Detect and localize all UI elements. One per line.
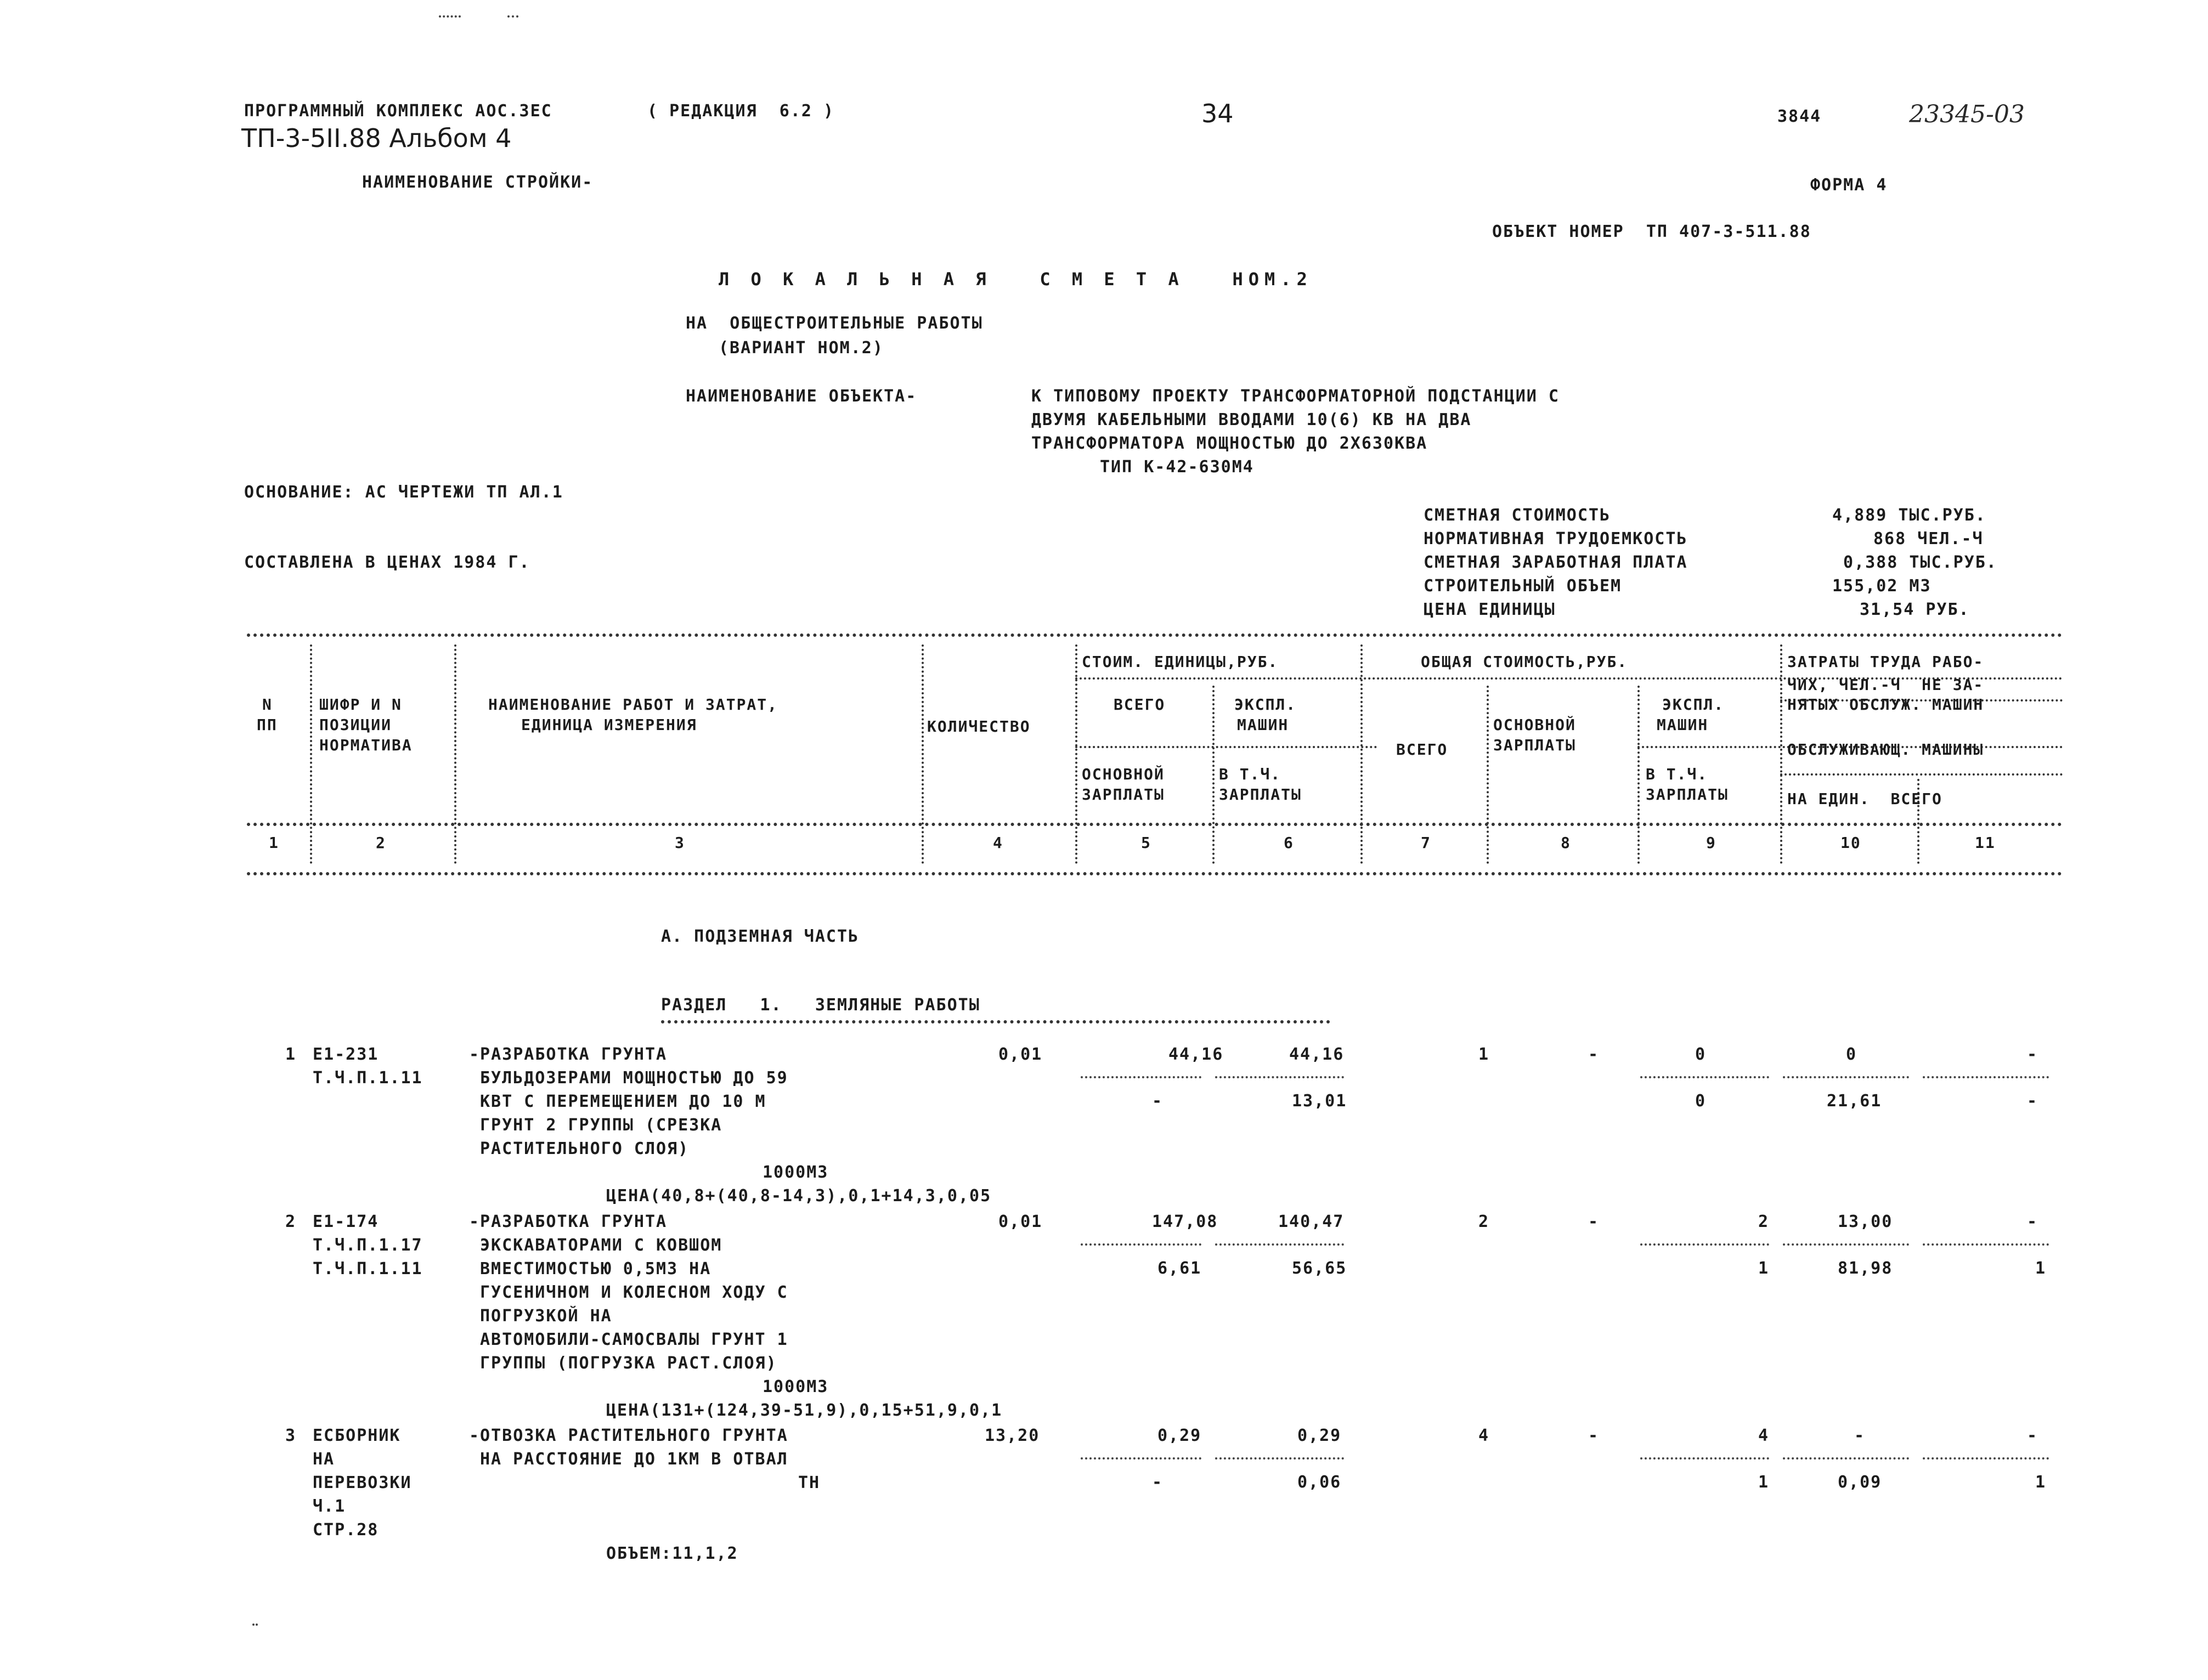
header-name: НАИМЕНОВАНИЕ РАБОТ И ЗАТРАТ,: [488, 695, 778, 714]
row-total-all: 4: [1478, 1426, 1490, 1445]
header-n: N: [262, 695, 273, 714]
row-labor-total: -: [2027, 1426, 2038, 1445]
header-code: ШИФР И N: [319, 695, 402, 714]
row-desc: РАСТИТЕЛЬНОГО СЛОЯ): [480, 1139, 690, 1158]
row-code: СТР.28: [313, 1520, 379, 1540]
estimate-variant: (ВАРИАНТ НОМ.2): [719, 338, 884, 358]
summary-value: 31,54 РУБ.: [1860, 600, 1970, 619]
column-rule: [1360, 644, 1363, 864]
row-labor-total: 1: [2035, 1473, 2047, 1492]
column-number: 1: [269, 834, 279, 852]
row-cost-total: 0,29: [1157, 1426, 1202, 1445]
handwritten-number: 23345-03: [1909, 100, 2025, 128]
row-total-exploit: 2: [1758, 1212, 1770, 1231]
row-rule: [1640, 1457, 1769, 1460]
row-desc: ГУСЕНИЧНОМ И КОЛЕСНОМ ХОДУ С: [480, 1283, 788, 1302]
table-bottom-rule: [247, 872, 2063, 875]
section-underline: [661, 1020, 1330, 1023]
row-labor-total: -: [2027, 1091, 2038, 1111]
row-rule: [1783, 1076, 1909, 1078]
header-qty: КОЛИЧЕСТВО: [927, 717, 1031, 736]
column-number: 5: [1141, 834, 1151, 852]
column-number: 3: [675, 834, 685, 852]
row-code: ЕСБОРНИК: [313, 1426, 401, 1445]
header-labor: НА ЕДИН. ВСЕГО: [1787, 790, 1942, 808]
page-number: 34: [1201, 99, 1234, 128]
row-cost-exploit: 0,29: [1297, 1426, 1342, 1445]
row-code: Т.Ч.П.1.11: [313, 1068, 423, 1088]
row-total-wage: -: [1588, 1426, 1600, 1445]
row-qty: 13,20: [985, 1426, 1040, 1445]
section-title: РАЗДЕЛ 1. ЗЕМЛЯНЫЕ РАБОТЫ: [661, 995, 980, 1015]
row-total-exploit-wage: 1: [1758, 1259, 1770, 1278]
subheader-rule: [1075, 746, 1377, 748]
header-total-exploit: ЗАРПЛАТЫ: [1646, 785, 1729, 804]
header-total-exploit: ЭКСПЛ.: [1662, 695, 1725, 714]
row-labor-unit: 13,00: [1838, 1212, 1893, 1231]
row-qty: 0,01: [998, 1045, 1043, 1064]
row-cost-exploit: 140,47: [1278, 1212, 1345, 1231]
summary-value: 868 ЧЕЛ.-Ч: [1873, 529, 1984, 548]
column-rule: [1637, 686, 1640, 864]
row-cost-wage2: 0,06: [1297, 1473, 1342, 1492]
row-number: 1: [285, 1045, 297, 1064]
scan-mark: [439, 15, 461, 18]
row-labor-total: -: [2027, 1212, 2038, 1231]
row-rule: [1923, 1243, 2049, 1246]
header-total-all: ВСЕГО: [1396, 740, 1448, 759]
object-label: НАИМЕНОВАНИЕ ОБЪЕКТА-: [686, 387, 917, 406]
row-rule: [1215, 1076, 1344, 1078]
row-desc: БУЛЬДОЗЕРАМИ МОЩНОСТЬЮ ДО 59: [480, 1068, 788, 1088]
header-cost-wage: ОСНОВНОЙ: [1082, 765, 1165, 783]
header-total-cost: ОБЩАЯ СТОИМОСТЬ,РУБ.: [1421, 653, 1628, 671]
header-cost-wage2: В Т.Ч.: [1219, 765, 1281, 783]
row-total-wage: -: [1588, 1045, 1600, 1064]
row-labor-unit: 81,98: [1838, 1259, 1893, 1278]
summary-label: СМЕТНАЯ СТОИМОСТЬ: [1424, 506, 1611, 525]
row-desc: ПОГРУЗКОЙ НА: [480, 1306, 612, 1326]
header-name: ЕДИНИЦА ИЗМЕРЕНИЯ: [521, 716, 697, 734]
column-rule: [1212, 686, 1215, 864]
row-code: ПЕРЕВОЗКИ: [313, 1473, 412, 1492]
row-desc: ГРУППЫ (ПОГРУЗКА РАСТ.СЛОЯ): [480, 1354, 777, 1373]
album-title: ТП-3-5II.88 Альбом 4: [241, 123, 512, 153]
header-total-wage: ОСНОВНОЙ: [1493, 716, 1576, 734]
doc-code: 3844: [1777, 107, 1822, 126]
header-total-wage: ЗАРПЛАТЫ: [1493, 736, 1576, 754]
scan-mark: [507, 15, 518, 18]
row-cost-wage2: 56,65: [1292, 1259, 1347, 1278]
row-code: Т.Ч.П.1.17: [313, 1236, 423, 1255]
row-price: ЦЕНА(131+(124,39-51,9),0,15+51,9,0,1: [606, 1401, 1003, 1420]
basis-label: ОСНОВАНИЕ: АС ЧЕРТЕЖИ ТП АЛ.1: [244, 483, 563, 502]
table-top-rule: [247, 633, 2063, 637]
row-total-exploit: 0: [1695, 1045, 1707, 1064]
row-labor-unit: 21,61: [1827, 1091, 1882, 1111]
section-part: А. ПОДЗЕМНАЯ ЧАСТЬ: [661, 927, 860, 946]
estimate-subtitle: НА ОБЩЕСТРОИТЕЛЬНЫЕ РАБОТЫ: [686, 314, 983, 333]
program-name: ПРОГРАММНЫЙ КОМПЛЕКС АОС.ЗЕС: [244, 101, 552, 121]
row-cost-wage2: 13,01: [1292, 1091, 1347, 1111]
row-cost-wage: 6,61: [1157, 1259, 1202, 1278]
header-labor: ОБСЛУЖИВАЮЩ. МАШИНЫ: [1787, 740, 1984, 759]
row-cost-total: 147,08: [1152, 1212, 1218, 1231]
row-desc: ЭКСКАВАТОРАМИ С КОВШОМ: [480, 1236, 722, 1255]
row-unit: 1000М3: [763, 1163, 829, 1182]
row-number: 3: [285, 1426, 297, 1445]
row-rule: [1783, 1457, 1909, 1460]
row-rule: [1081, 1243, 1201, 1246]
row-total-exploit-wage: 1: [1758, 1473, 1770, 1492]
header-pp: ПП: [257, 716, 278, 734]
row-desc: -ОТВОЗКА РАСТИТЕЛЬНОГО ГРУНТА: [469, 1426, 788, 1445]
row-desc: АВТОМОБИЛИ-САМОСВАЛЫ ГРУНТ 1: [480, 1330, 788, 1349]
row-labor-total: -: [2027, 1045, 2038, 1064]
header-cost-unit: СТОИМ. ЕДИНИЦЫ,РУБ.: [1082, 653, 1279, 671]
column-number: 11: [1975, 834, 1996, 852]
build-name-label: НАИМЕНОВАНИЕ СТРОЙКИ-: [362, 173, 594, 192]
table-number-rule: [247, 823, 2063, 826]
column-number: 7: [1421, 834, 1431, 852]
header-cost-total: ВСЕГО: [1114, 695, 1166, 714]
column-rule: [1780, 644, 1782, 864]
row-total-exploit: 4: [1758, 1426, 1770, 1445]
program-edition: ( РЕДАКЦИЯ 6.2 ): [647, 101, 835, 121]
row-code: Е1-231: [313, 1045, 379, 1064]
summary-label: СМЕТНАЯ ЗАРАБОТНАЯ ПЛАТА: [1424, 553, 1688, 572]
summary-value: 4,889 ТЫС.РУБ.: [1832, 506, 1986, 525]
row-code: Ч.1: [313, 1497, 346, 1516]
row-total-all: 2: [1478, 1212, 1490, 1231]
row-rule: [1640, 1076, 1769, 1078]
column-rule: [922, 644, 924, 864]
object-line-4: ТИП К-42-630М4: [1100, 457, 1254, 477]
row-desc: КВТ С ПЕРЕМЕЩЕНИЕМ ДО 10 М: [480, 1092, 766, 1111]
row-unit: 1000М3: [763, 1377, 829, 1396]
row-desc: ГРУНТ 2 ГРУППЫ (СРЕЗКА: [480, 1116, 722, 1135]
object-number: ОБЪЕКТ НОМЕР ТП 407-3-511.88: [1492, 222, 1811, 241]
row-unit: ТН: [798, 1473, 821, 1492]
row-desc: -РАЗРАБОТКА ГРУНТА: [469, 1045, 668, 1064]
summary-value: 155,02 М3: [1832, 576, 1932, 596]
form-label: ФОРМА 4: [1810, 176, 1888, 195]
row-labor-unit: 0,09: [1838, 1473, 1882, 1492]
row-cost-exploit: 44,16: [1289, 1045, 1345, 1064]
row-code: Т.Ч.П.1.11: [313, 1259, 423, 1279]
row-total-all: 1: [1478, 1045, 1490, 1064]
header-code: НОРМАТИВА: [319, 736, 413, 754]
header-labor: ЗАТРАТЫ ТРУДА РАБО-: [1787, 653, 1984, 671]
row-code: НА: [313, 1450, 335, 1469]
summary-label: ЦЕНА ЕДИНИЦЫ: [1424, 600, 1556, 619]
row-rule: [1215, 1457, 1344, 1460]
row-price: ОБЪЕМ:11,1,2: [606, 1544, 738, 1563]
row-rule: [1640, 1243, 1769, 1246]
row-total-wage: -: [1588, 1212, 1600, 1231]
subheader-rule: [1780, 773, 2063, 776]
object-line-3: ТРАНСФОРМАТОРА МОЩНОСТЬЮ ДО 2Х630КВА: [1031, 434, 1428, 453]
header-code: ПОЗИЦИИ: [319, 716, 392, 734]
row-number: 2: [285, 1212, 297, 1231]
row-rule: [1923, 1076, 2049, 1078]
summary-label: СТРОИТЕЛЬНЫЙ ОБЪЕМ: [1424, 576, 1622, 596]
header-labor: НЯТЫХ ОБСЛУЖ. МАШИН: [1787, 695, 1984, 714]
summary-value: 0,388 ТЫС.РУБ.: [1843, 553, 1997, 572]
column-number: 2: [376, 834, 386, 852]
row-rule: [1923, 1457, 2049, 1460]
column-number: 8: [1561, 834, 1571, 852]
row-cost-wage: -: [1152, 1091, 1164, 1111]
row-cost-total: 44,16: [1168, 1045, 1224, 1064]
column-rule: [310, 644, 312, 864]
row-rule: [1081, 1457, 1201, 1460]
object-line-1: К ТИПОВОМУ ПРОЕКТУ ТРАНСФОРМАТОРНОЙ ПОДСТАНЦИИ С: [1031, 387, 1560, 406]
row-desc: -РАЗРАБОТКА ГРУНТА: [469, 1212, 668, 1231]
column-number: 10: [1840, 834, 1861, 852]
column-rule: [1075, 644, 1077, 864]
row-total-exploit-wage: 0: [1695, 1091, 1707, 1111]
column-number: 9: [1706, 834, 1716, 852]
row-qty: 0,01: [998, 1212, 1043, 1231]
row-rule: [1215, 1243, 1344, 1246]
column-number: 6: [1284, 834, 1294, 852]
row-rule: [1081, 1076, 1201, 1078]
row-labor-unit: -: [1854, 1426, 1866, 1445]
summary-label: НОРМАТИВНАЯ ТРУДОЕМКОСТЬ: [1424, 529, 1688, 548]
row-code: Е1-174: [313, 1212, 379, 1231]
row-price: ЦЕНА(40,8+(40,8-14,3),0,1+14,3,0,05: [606, 1186, 992, 1206]
row-desc: НА РАССТОЯНИЕ ДО 1КМ В ОТВАЛ: [480, 1450, 788, 1469]
compiled-label: СОСТАВЛЕНА В ЦЕНАХ 1984 Г.: [244, 553, 530, 572]
column-rule: [1487, 686, 1489, 864]
header-cost-wage: ЗАРПЛАТЫ: [1082, 785, 1165, 804]
row-rule: [1783, 1243, 1909, 1246]
object-line-2: ДВУМЯ КАБЕЛЬНЫМИ ВВОДАМИ 10(6) КВ НА ДВА: [1031, 410, 1472, 429]
header-cost-wage2: ЗАРПЛАТЫ: [1219, 785, 1302, 804]
row-cost-wage: -: [1152, 1473, 1164, 1492]
row-desc: ВМЕСТИМОСТЬЮ 0,5М3 НА: [480, 1259, 711, 1279]
row-labor-unit: 0: [1846, 1045, 1857, 1064]
header-cost-exploit: МАШИН: [1237, 716, 1289, 734]
estimate-title: Л О К А Л Ь Н А Я С М Е Т А НОМ.2: [719, 269, 1313, 290]
column-rule: [454, 644, 456, 864]
scan-speck: [252, 1624, 258, 1626]
column-number: 4: [993, 834, 1003, 852]
header-total-exploit: В Т.Ч.: [1646, 765, 1708, 783]
row-labor-total: 1: [2035, 1259, 2047, 1278]
header-cost-exploit: ЭКСПЛ.: [1234, 695, 1297, 714]
header-labor: ЧИХ, ЧЕЛ.-Ч НЕ ЗА-: [1787, 676, 1984, 694]
header-total-exploit: МАШИН: [1657, 716, 1709, 734]
